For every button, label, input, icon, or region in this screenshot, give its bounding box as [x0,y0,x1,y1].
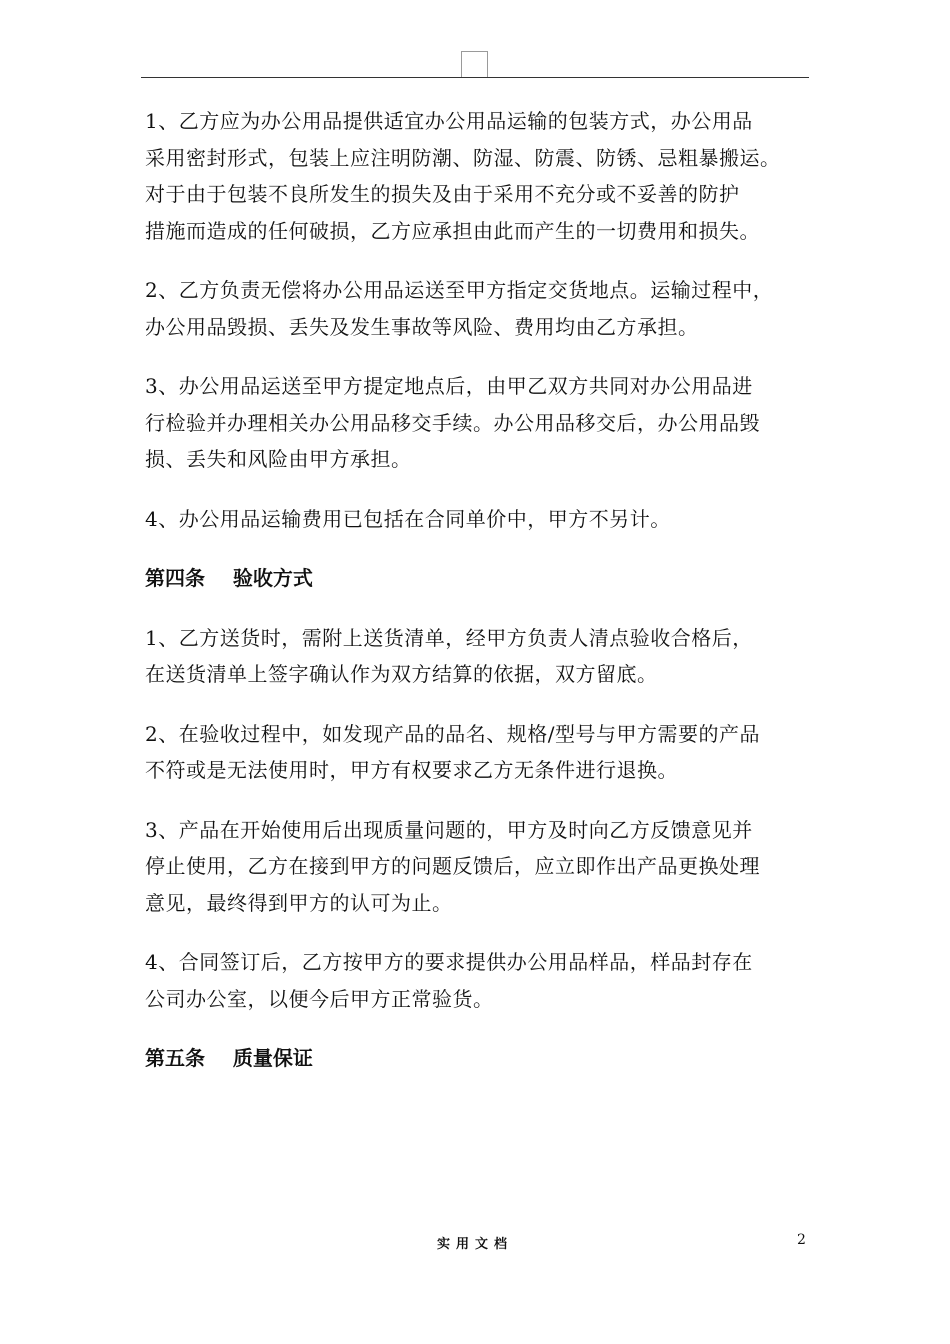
text-line: 措施而造成的任何破损，乙方应承担由此而产生的一切费用和损失。 [145,218,760,243]
paragraph-3-3 [145,368,813,478]
document-body [145,103,813,1100]
section-heading-5: 第五条 质量保证 [145,1046,313,1070]
paragraph-4-1 [145,620,813,693]
paragraph-3-2 [145,272,813,345]
paragraph-4-4 [145,944,813,1017]
text-line: 公司办公室，以便今后甲方正常验货。 [145,986,494,1011]
text-line: 4、合同签订后，乙方按甲方的要求提供办公用品样品，样品封存在 [145,950,753,974]
text-line: 损、丢失和风险由甲方承担。 [145,447,412,471]
text-line: 2、在验收过程中，如发现产品的品名、规格/型号与甲方需要的产品 [145,721,760,746]
header-box [461,51,488,77]
text-line: 意见，最终得到甲方的认可为止。 [145,890,453,915]
text-line: 3、办公用品运送至甲方提定地点后，由甲乙双方共同对办公用品进 [145,374,753,398]
paragraph-4-2 [145,716,813,789]
paragraph-3-4 [145,501,813,538]
paragraph-3-1 [145,103,813,249]
text-line: 2、乙方负责无偿将办公用品运送至甲方指定交货地点。运输过程中， [145,278,774,302]
text-line: 1、乙方应为办公用品提供适宜办公用品运输的包装方式，办公用品 [145,109,753,133]
text-line: 采用密封形式，包装上应注明防潮、防湿、防震、防锈、忌粗暴搬运。 [145,145,781,170]
header-rule [141,77,809,78]
text-line: 行检验并办理相关办公用品移交手续。办公用品移交后，办公用品毁 [145,410,760,435]
section-heading-4: 第四条 验收方式 [145,566,313,590]
paragraph-4-3 [145,812,813,922]
text-line: 停止使用，乙方在接到甲方的问题反馈后，应立即作出产品更换处理 [145,854,760,878]
text-line: 对于由于包装不良所发生的损失及由于采用不充分或不妥善的防护 [145,182,740,206]
text-line: 3、产品在开始使用后出现质量问题的，甲方及时向乙方反馈意见并 [145,817,753,842]
text-line: 在送货清单上签字确认作为双方结算的依据，双方留底。 [145,662,658,686]
footer-label: 实用文档 [436,1237,513,1252]
page-number: 2 [797,1232,806,1248]
text-line: 不符或是无法使用时，甲方有权要求乙方无条件进行退换。 [145,758,678,782]
text-line: 办公用品毁损、丢失及发生事故等风险、费用均由乙方承担。 [145,314,699,339]
text-line: 4、办公用品运输费用已包括在合同单价中，甲方不另计。 [145,506,671,531]
text-line: 1、乙方送货时，需附上送货清单，经甲方负责人清点验收合格后， [145,625,753,650]
